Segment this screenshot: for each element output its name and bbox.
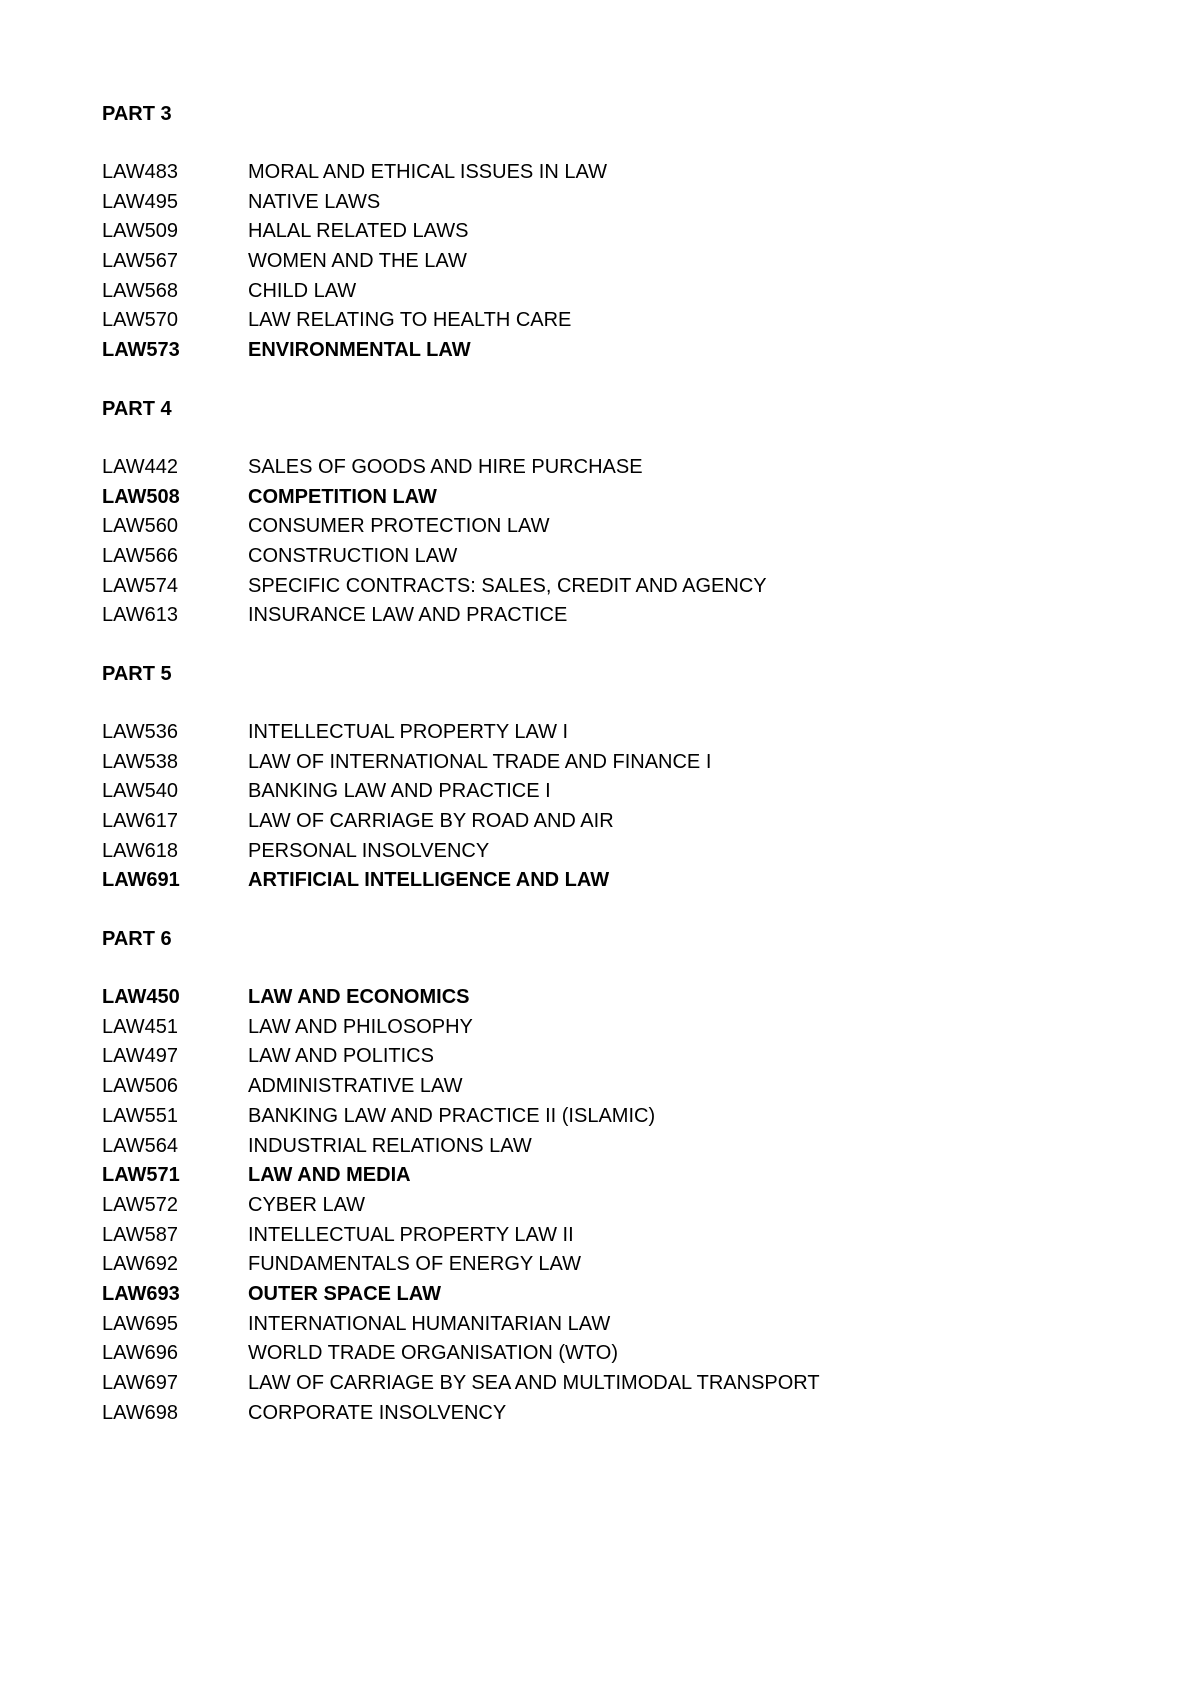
course-row bbox=[102, 512, 1102, 542]
course-code: LAW572 bbox=[102, 1193, 178, 1216]
course-code: LAW540 bbox=[102, 780, 178, 803]
part-section bbox=[102, 660, 1102, 925]
course-code: LAW571 bbox=[102, 1164, 180, 1187]
course-code: LAW497 bbox=[102, 1045, 178, 1068]
course-code: LAW506 bbox=[102, 1075, 178, 1098]
course-code: LAW587 bbox=[102, 1223, 178, 1246]
course-row bbox=[102, 1132, 1102, 1162]
course-title: INTERNATIONAL HUMANITARIAN LAW bbox=[248, 1312, 611, 1335]
course-code: LAW697 bbox=[102, 1372, 178, 1394]
course-code: LAW483 bbox=[102, 161, 178, 183]
course-code: LAW509 bbox=[102, 220, 178, 243]
course-code: LAW508 bbox=[102, 485, 180, 508]
part-section bbox=[102, 925, 1102, 1428]
course-title: SALES OF GOODS AND HIRE PURCHASE bbox=[248, 455, 643, 478]
course-row bbox=[102, 837, 1102, 867]
course-title: PERSONAL INSOLVENCY bbox=[248, 839, 490, 862]
course-title: WORLD TRADE ORGANISATION (WTO) bbox=[248, 1342, 619, 1365]
course-row bbox=[102, 306, 1102, 336]
course-row bbox=[102, 572, 1102, 602]
part-title: PART 3 bbox=[102, 103, 172, 125]
course-code: LAW574 bbox=[102, 574, 178, 597]
course-row bbox=[102, 601, 1102, 631]
course-title: NATIVE LAWS bbox=[248, 190, 381, 213]
course-row bbox=[102, 1072, 1102, 1102]
course-code: LAW551 bbox=[102, 1104, 178, 1127]
section-spacer bbox=[102, 631, 1102, 660]
course-title: LAW AND POLITICS bbox=[248, 1045, 434, 1068]
course-code: LAW538 bbox=[102, 750, 178, 773]
part-title: PART 5 bbox=[102, 662, 172, 685]
course-title: LAW OF CARRIAGE BY SEA AND MULTIMODAL TRANSPORT bbox=[248, 1372, 820, 1394]
course-row bbox=[102, 217, 1102, 247]
part-section bbox=[102, 100, 1102, 395]
course-code: LAW495 bbox=[102, 190, 178, 213]
course-code: LAW691 bbox=[102, 869, 180, 892]
course-row bbox=[102, 336, 1102, 366]
course-code: LAW613 bbox=[102, 604, 178, 627]
course-row bbox=[102, 983, 1102, 1013]
course-code: LAW698 bbox=[102, 1401, 178, 1424]
course-title: CONSTRUCTION LAW bbox=[248, 544, 458, 567]
course-code: LAW560 bbox=[102, 515, 178, 538]
course-row bbox=[102, 807, 1102, 837]
course-code: LAW567 bbox=[102, 250, 178, 273]
course-code: LAW693 bbox=[102, 1282, 180, 1305]
course-row bbox=[102, 1310, 1102, 1340]
course-code: LAW442 bbox=[102, 455, 178, 478]
section-spacer bbox=[102, 366, 1102, 395]
course-row bbox=[102, 1221, 1102, 1251]
course-row bbox=[102, 1191, 1102, 1221]
course-row bbox=[102, 542, 1102, 572]
course-title: INDUSTRIAL RELATIONS LAW bbox=[248, 1134, 532, 1157]
course-title: CHILD LAW bbox=[248, 279, 357, 302]
course-row bbox=[102, 453, 1102, 483]
course-row bbox=[102, 1339, 1102, 1369]
part-title: PART 4 bbox=[102, 397, 172, 420]
course-row bbox=[102, 483, 1102, 513]
part-title: PART 6 bbox=[102, 928, 172, 951]
course-code: LAW570 bbox=[102, 309, 178, 332]
course-row bbox=[102, 748, 1102, 778]
part-section bbox=[102, 395, 1102, 660]
course-row bbox=[102, 1369, 1102, 1399]
course-title: HALAL RELATED LAWS bbox=[248, 220, 469, 243]
course-title: INTELLECTUAL PROPERTY LAW I bbox=[248, 720, 569, 743]
course-title: CYBER LAW bbox=[248, 1193, 366, 1216]
course-row bbox=[102, 1013, 1102, 1043]
course-row bbox=[102, 1161, 1102, 1191]
course-row bbox=[102, 1042, 1102, 1072]
course-list-document bbox=[102, 100, 1102, 1428]
course-title: LAW AND PHILOSOPHY bbox=[248, 1015, 473, 1038]
course-code: LAW695 bbox=[102, 1312, 178, 1335]
course-title: LAW OF INTERNATIONAL TRADE AND FINANCE I bbox=[248, 750, 712, 773]
course-row bbox=[102, 247, 1102, 277]
course-row bbox=[102, 158, 1102, 188]
course-code: LAW450 bbox=[102, 986, 180, 1009]
course-code: LAW568 bbox=[102, 279, 178, 302]
course-title: BANKING LAW AND PRACTICE I bbox=[248, 780, 551, 803]
course-row bbox=[102, 718, 1102, 748]
course-title: LAW AND ECONOMICS bbox=[248, 986, 470, 1009]
course-title: SPECIFIC CONTRACTS: SALES, CREDIT AND AGENCY bbox=[248, 574, 767, 597]
section-spacer bbox=[102, 896, 1102, 925]
course-title: ADMINISTRATIVE LAW bbox=[248, 1075, 463, 1098]
course-code: LAW573 bbox=[102, 339, 180, 362]
course-title: COMPETITION LAW bbox=[248, 485, 437, 508]
course-title: ENVIRONMENTAL LAW bbox=[248, 339, 471, 362]
course-title: OUTER SPACE LAW bbox=[248, 1282, 441, 1305]
course-code: LAW564 bbox=[102, 1134, 178, 1157]
course-code: LAW451 bbox=[102, 1015, 178, 1038]
course-row bbox=[102, 866, 1102, 896]
course-row bbox=[102, 1250, 1102, 1280]
course-title: MORAL AND ETHICAL ISSUES IN LAW bbox=[248, 161, 607, 183]
course-code: LAW617 bbox=[102, 810, 178, 832]
course-title: CONSUMER PROTECTION LAW bbox=[248, 515, 550, 538]
course-code: LAW618 bbox=[102, 839, 178, 862]
course-title: WOMEN AND THE LAW bbox=[248, 250, 467, 273]
course-row bbox=[102, 1399, 1102, 1429]
course-row bbox=[102, 777, 1102, 807]
course-code: LAW692 bbox=[102, 1253, 178, 1276]
course-row bbox=[102, 277, 1102, 307]
course-title: FUNDAMENTALS OF ENERGY LAW bbox=[248, 1253, 582, 1276]
course-code: LAW536 bbox=[102, 720, 178, 743]
course-title: ARTIFICIAL INTELLIGENCE AND LAW bbox=[248, 869, 610, 892]
course-row bbox=[102, 188, 1102, 218]
course-title: LAW OF CARRIAGE BY ROAD AND AIR bbox=[248, 810, 614, 832]
course-code: LAW566 bbox=[102, 544, 178, 567]
course-code: LAW696 bbox=[102, 1342, 178, 1365]
course-title: LAW AND MEDIA bbox=[248, 1164, 411, 1187]
course-title: INSURANCE LAW AND PRACTICE bbox=[248, 604, 568, 627]
course-title: LAW RELATING TO HEALTH CARE bbox=[248, 309, 572, 332]
course-row bbox=[102, 1102, 1102, 1132]
course-title: CORPORATE INSOLVENCY bbox=[248, 1401, 507, 1424]
course-title: INTELLECTUAL PROPERTY LAW II bbox=[248, 1223, 574, 1246]
course-row bbox=[102, 1280, 1102, 1310]
course-title: BANKING LAW AND PRACTICE II (ISLAMIC) bbox=[248, 1104, 656, 1127]
